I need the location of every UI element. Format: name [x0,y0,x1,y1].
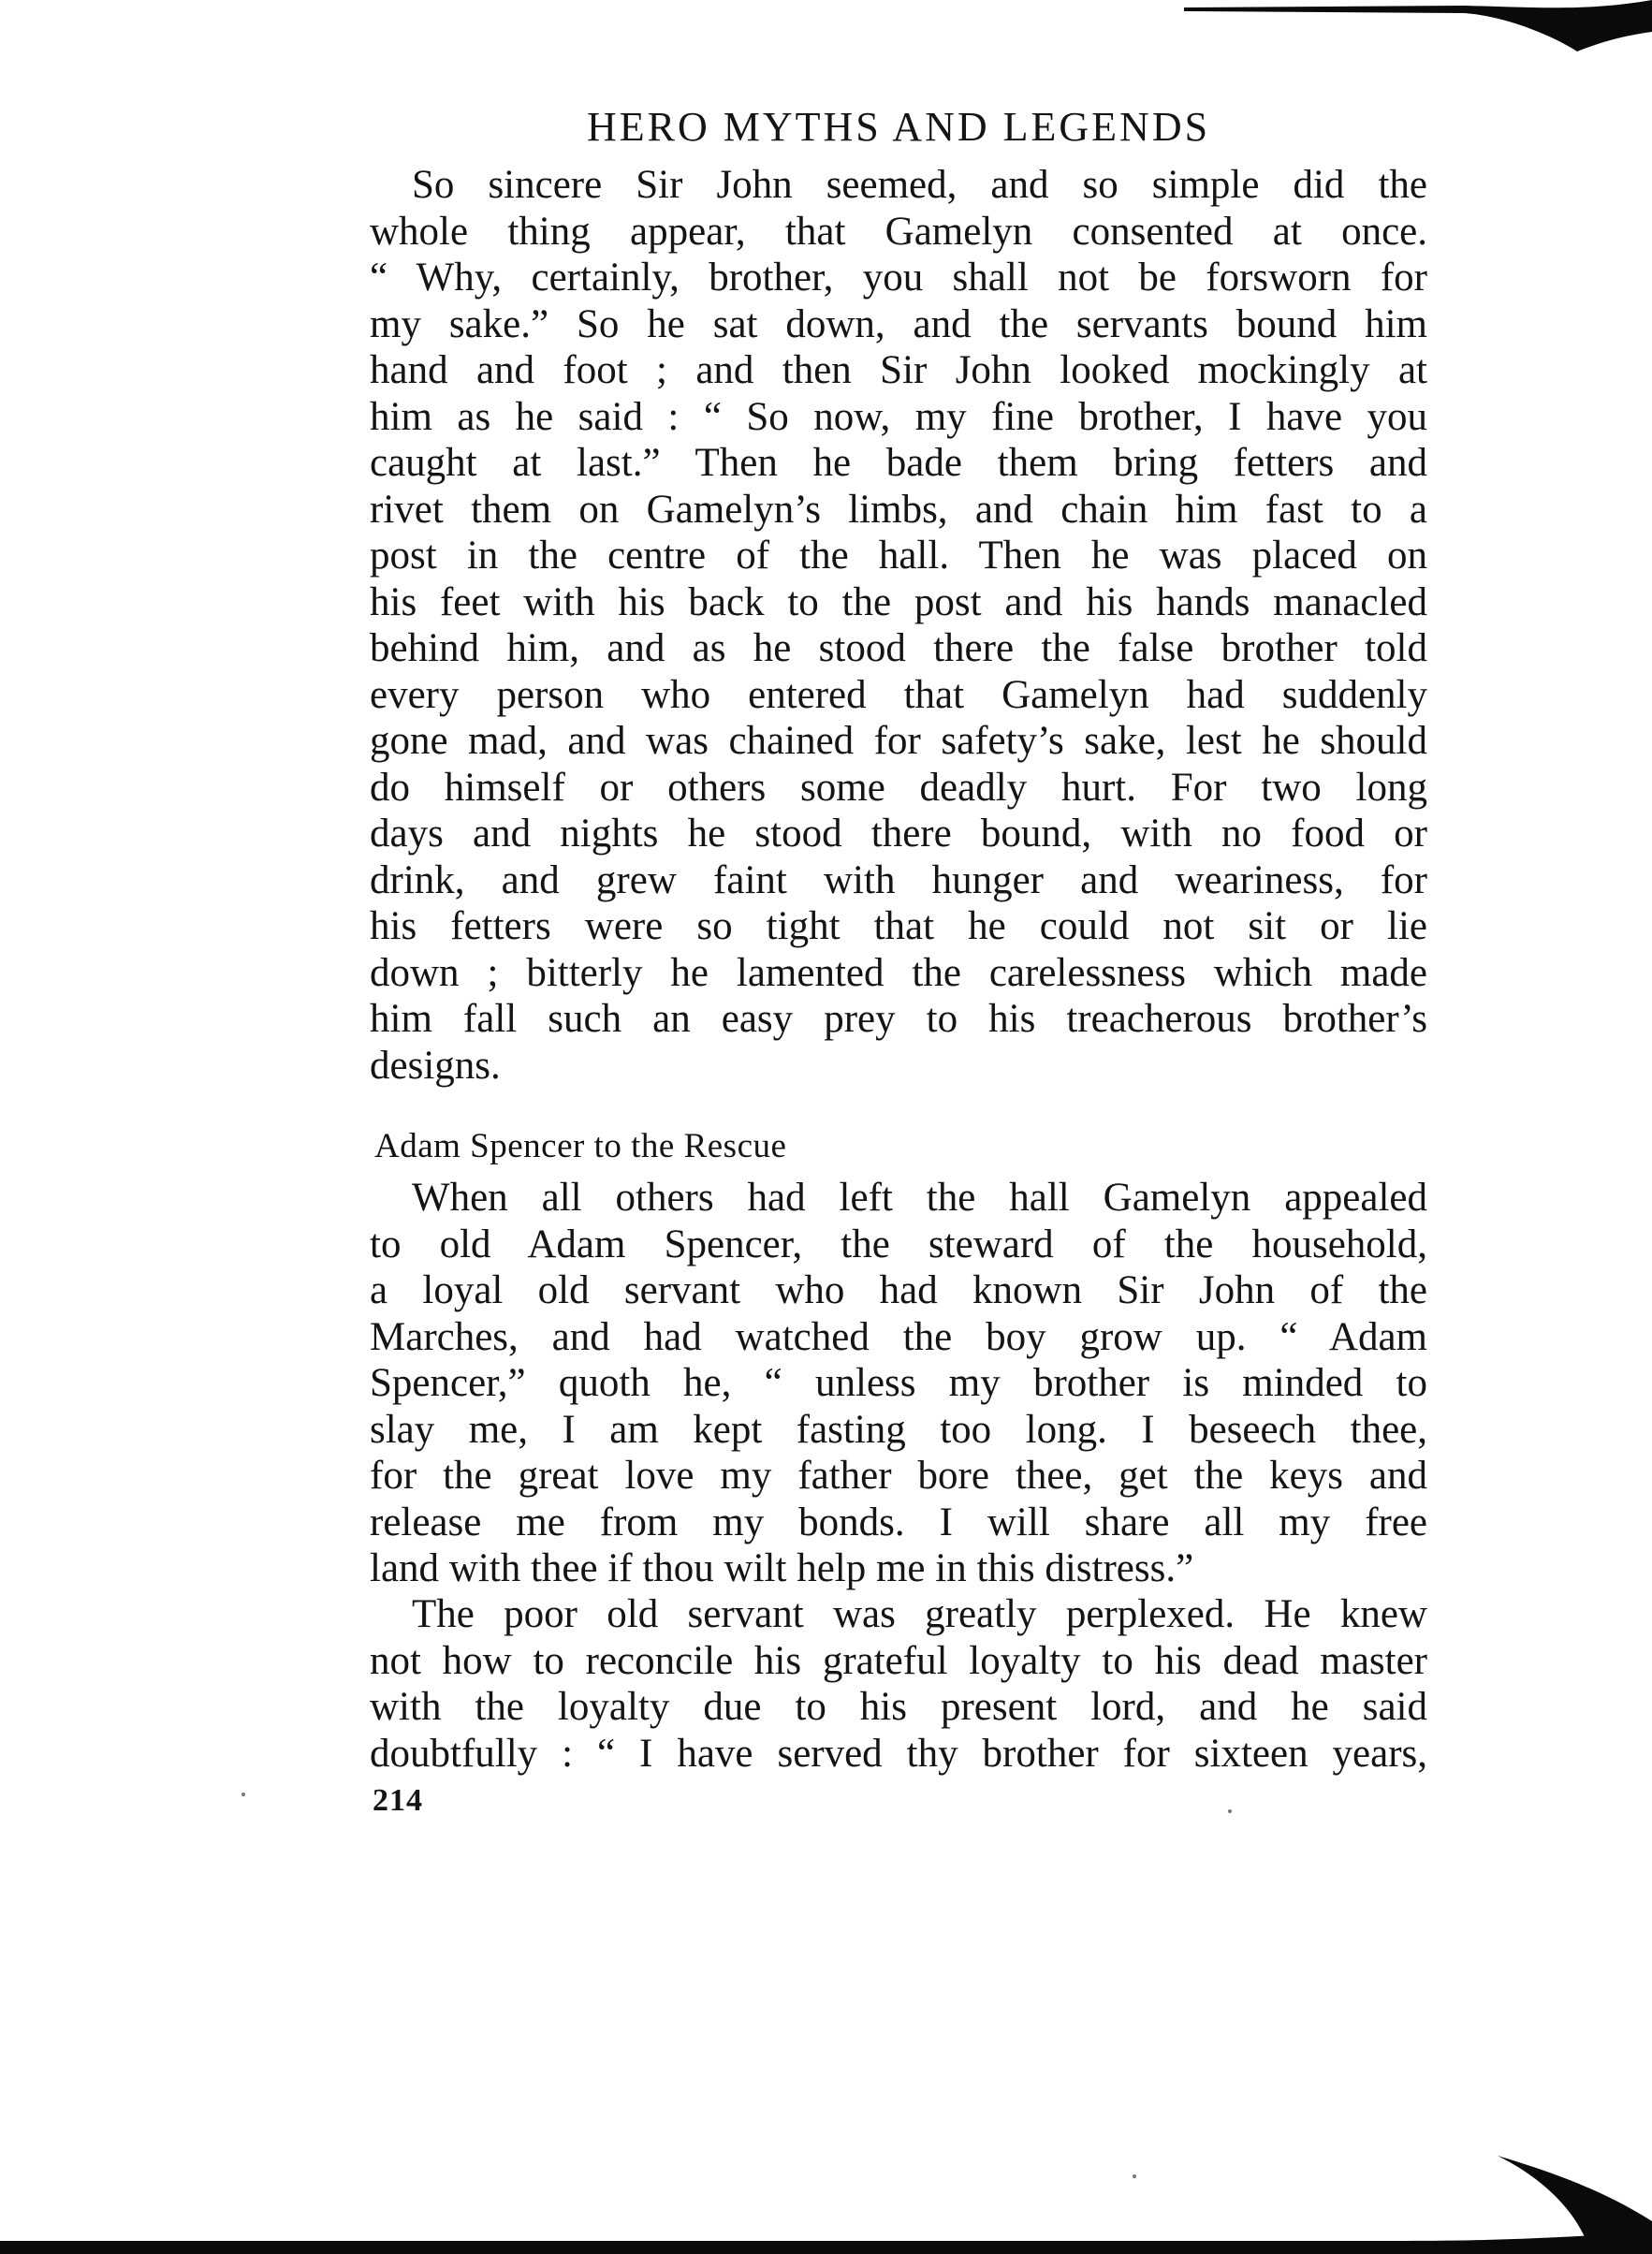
text-line: caught at last.” Then he bade them bring fetters and [370,441,1427,485]
text-line: with the loyalty due to his present lord, and he said [370,1685,1427,1729]
text-line: Marches, and had watched the boy grow up. “ Adam [370,1314,1427,1359]
text-line: down ; bitterly he lamented the carelessness which made [370,950,1427,995]
text-line: for the great love my father bore thee, get the keys and [370,1454,1427,1498]
text-line: release me from my bonds. I will share all my free [370,1500,1427,1544]
text-line: doubtfully : “ I have served thy brother for sixteen years, [370,1731,1427,1776]
scan-edge-shadow-bottom [0,2067,1652,2254]
section-heading: Adam Spencer to the Rescue [374,1127,787,1165]
dust-speck [241,1793,245,1796]
running-head: HERO MYTHS AND LEGENDS [586,104,1211,150]
text-line: his feet with his back to the post and his hands manacled [370,579,1427,624]
text-line: behind him, and as he stood there the false brother told [370,626,1427,670]
dust-speck [1133,2174,1136,2178]
text-line: him fall such an easy prey to his treacherous brother’s [370,997,1427,1041]
text-line: every person who entered that Gamelyn had suddenly [370,672,1427,717]
text-line: post in the centre of the hall. Then he was placed on [370,534,1427,578]
text-line: not how to reconcile his grateful loyalty to his dead master [370,1638,1427,1683]
text-line: So sincere Sir John seemed, and so simple did the [412,163,1427,207]
dust-speck [1228,1809,1232,1813]
text-line: land with thee if thou wilt help me in this distress.” [370,1546,1194,1590]
text-line: The poor old servant was greatly perplexed. He knew [412,1592,1427,1636]
paragraph-3 [370,1591,1427,1777]
text-line: “ Why, certainly, brother, you shall not be forsworn for [370,256,1427,300]
paragraph-1 [370,162,1427,1089]
text-line: designs. [370,1043,501,1088]
text-line: a loyal old servant who had known Sir John of the [370,1268,1427,1312]
text-line: gone mad, and was chained for safety’s sake, lest he should [370,719,1427,763]
text-line: days and nights he stood there bound, with no food or [370,812,1427,856]
text-line: Spencer,” quoth he, “ unless my brother is minded to [370,1361,1427,1405]
text-line: When all others had left the hall Gamelyn appealed [412,1176,1427,1220]
text-line: whole thing appear, that Gamelyn consented at once. [370,209,1427,254]
text-line: drink, and grew faint with hunger and weariness, for [370,857,1427,902]
text-line: rivet them on Gamelyn’s limbs, and chain him fast to a [370,487,1427,532]
text-line: to old Adam Spencer, the steward of the household, [370,1222,1427,1266]
paragraph-2 [370,1175,1427,1592]
text-line: my sake.” So he sat down, and the servants bound him [370,301,1427,346]
page-number: 214 [373,1783,423,1818]
text-line: his fetters were so tight that he could not sit or lie [370,904,1427,948]
text-line: him as he said : “ So now, my fine brother, I have you [370,394,1427,439]
scan-edge-shadow-top [1184,0,1652,56]
text-line: do himself or others some deadly hurt. For two long [370,765,1427,810]
text-line: slay me, I am kept fasting too long. I beseech thee, [370,1407,1427,1452]
text-line: hand and foot ; and then Sir John looked mockingly at [370,348,1427,392]
